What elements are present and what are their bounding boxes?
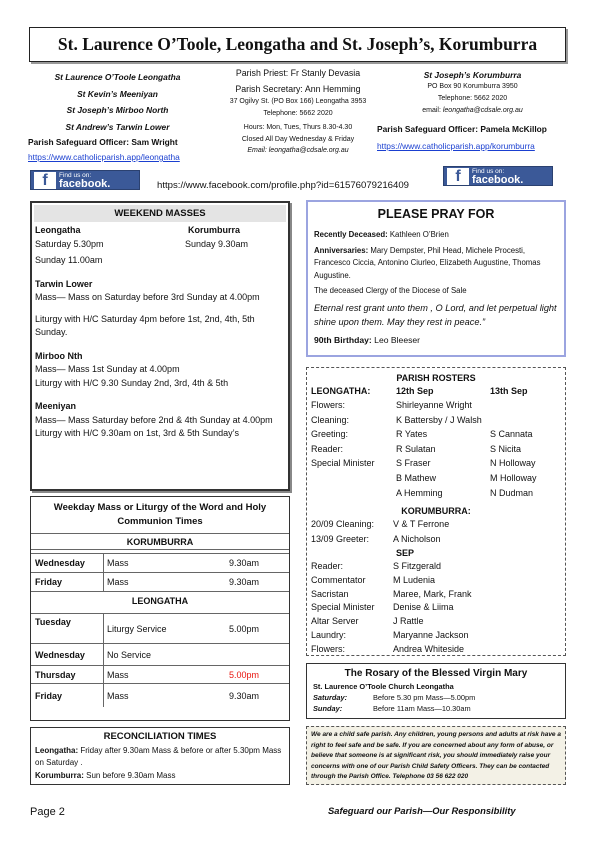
roster-name: Maree, Mark, Frank bbox=[393, 588, 472, 599]
email-label: email: bbox=[422, 107, 443, 114]
roster-name: Denise & Liima bbox=[393, 602, 454, 613]
weekday-korumburra-label: KORUMBURRA bbox=[126, 537, 194, 547]
birthday-label: 90th Birthday: bbox=[314, 334, 372, 345]
weekday-type: Mass bbox=[107, 558, 129, 568]
roster-role: Special Minister bbox=[311, 458, 375, 469]
rosary-saturday: Before 5.30 pm Mass—5.00pm bbox=[373, 693, 476, 702]
weekday-row bbox=[31, 665, 289, 683]
please-pray-heading: PLEASE PRAY FOR bbox=[377, 207, 495, 221]
weekday-day: Friday bbox=[35, 690, 63, 701]
rosary-church: St. Laurence O’Toole Church Leongatha bbox=[313, 682, 454, 691]
prayer-verse: Eternal rest grant unto them , O Lord, and let perpetual light shine upon them. May they rest in peace.” bbox=[314, 302, 557, 327]
weekday-type: No Service bbox=[107, 649, 152, 660]
leongatha-safeguard-officer: Parish Safeguard Officer: Sam Wright bbox=[28, 137, 178, 147]
reconciliation-leongatha-label: Leongatha: bbox=[35, 745, 79, 755]
sep-label: SEP bbox=[396, 548, 415, 558]
korumburra-phone: Telephone: 5662 2020 bbox=[437, 95, 508, 102]
roster-role: Special Minister bbox=[311, 602, 375, 613]
parish-list bbox=[30, 69, 205, 135]
weekend-masses-body bbox=[32, 222, 288, 443]
korumburra-contact-info bbox=[370, 69, 575, 117]
roster-role: 20/09 Cleaning: bbox=[311, 519, 375, 529]
meeniyan-liturgy: Liturgy with H/C 9.30am on 1st, 3rd & 5th Sunday’s bbox=[35, 428, 239, 438]
roster-name: M Holloway bbox=[490, 473, 537, 483]
korumburra-po: PO Box 90 Korumburra 3950 bbox=[427, 83, 518, 90]
mirboo-label: Mirboo Nth bbox=[35, 350, 83, 361]
weekday-time: 5.00pm bbox=[229, 669, 260, 680]
deceased-clergy: The deceased Clergy of the Diocese of Sale bbox=[314, 286, 467, 295]
page-title: St. Laurence O’Toole, Leongatha and St. Joseph’s, Korumburra bbox=[57, 34, 538, 54]
korumburra-email-line bbox=[370, 105, 575, 117]
tarwin-liturgy: Liturgy with H/C Saturday 4pm before 1st, 2nd, 4th, 5th Sunday. bbox=[35, 313, 255, 337]
roster-name: Andrea Whiteside bbox=[393, 643, 465, 654]
row-divider bbox=[31, 591, 289, 592]
roster-name: K Battersby / J Walsh bbox=[396, 414, 482, 425]
weekday-day: Friday bbox=[35, 577, 63, 587]
anniversaries: Mary Dempster, Phil Head, Michele Procesti, Francesco Ciccia, Antonino Ciurleo, Elizabeth Augustine, Thomas Augustine. bbox=[314, 245, 541, 280]
weekday-row bbox=[31, 683, 289, 707]
find-us-label: Find us on: bbox=[472, 168, 505, 175]
facebook-url[interactable]: https://www.facebook.com/profile.php?id=61576079216409 bbox=[157, 180, 410, 191]
parish-name: St Laurence O’Toole Leongatha bbox=[54, 72, 181, 82]
facebook-label: facebook. bbox=[59, 178, 111, 190]
facebook-button-right[interactable] bbox=[443, 166, 553, 186]
weekday-mass-box bbox=[30, 496, 290, 721]
office-closed: Closed All Day Wednesday & Friday bbox=[241, 135, 355, 143]
weekday-row bbox=[31, 613, 289, 643]
roster-name: S Cannata bbox=[490, 429, 533, 440]
reconciliation-box bbox=[30, 727, 290, 785]
child-safety-notice: We are a child safe parish. Any children, young persons and adults at risk have a right to feel safe and be safe. If you are concerned about any form of abuse, or believe that someone is at significant risk, you should immediately raise your concerns with one of our Parish Child Safety Officers. They can be contacted through the Parish Office. Telephone 03 56 622 020 bbox=[306, 726, 566, 785]
roster-name: Shirleyanne Wright bbox=[396, 400, 472, 410]
recently-deceased: Kathleen O’Brien bbox=[387, 230, 449, 239]
column-divider bbox=[103, 644, 104, 665]
parish-priest: Parish Priest: Fr Stanly Devasia bbox=[235, 68, 361, 78]
facebook-icon: f bbox=[447, 168, 469, 185]
weekday-day: Thursday bbox=[35, 669, 76, 680]
facebook-icon: f bbox=[34, 172, 56, 189]
reconciliation-korumburra-label: Korumburra: bbox=[35, 770, 84, 780]
footer-motto: Safeguard our Parish—Our Responsibility bbox=[328, 805, 516, 816]
roster-name: Maryanne Jackson bbox=[393, 630, 469, 640]
roster-role: Cleaning: bbox=[311, 414, 350, 425]
roster-name: S Fitzgerald bbox=[393, 561, 442, 571]
rosters-heading: PARISH ROSTERS bbox=[396, 373, 476, 383]
sunday-mass: Sunday 11.00am bbox=[35, 255, 103, 265]
parish-address: 37 Ogilvy St. (PO Box 166) Leongatha 3953 bbox=[229, 98, 367, 105]
roster-date-1: 12th Sep bbox=[396, 386, 434, 396]
roster-date-2: 13th Sep bbox=[490, 386, 528, 396]
weekday-row bbox=[31, 553, 289, 572]
korumburra-link[interactable]: https://www.catholicparish.app/korumburra bbox=[377, 141, 535, 151]
leongatha-roster-label: LEONGATHA: bbox=[311, 386, 371, 396]
mirboo-liturgy: Liturgy with H/C 9.30 Sunday 2nd, 3rd, 4th & 5th bbox=[35, 377, 229, 388]
roster-name: A Nicholson bbox=[393, 533, 441, 544]
parish-name: St Kevin’s Meeniyan bbox=[77, 88, 158, 99]
roster-role: Altar Server bbox=[311, 616, 359, 627]
roster-name: N Dudman bbox=[490, 487, 534, 498]
weekday-type: Mass bbox=[107, 577, 129, 587]
rosary-box bbox=[306, 663, 566, 719]
leongatha-link[interactable]: https://www.catholicparish.app/leongatha bbox=[28, 152, 180, 162]
tarwin-mass: Mass— Mass on Saturday before 3rd Sunday at 4.00pm bbox=[35, 292, 260, 302]
roster-name: J Rattle bbox=[393, 616, 424, 627]
row-divider bbox=[31, 549, 289, 550]
weekend-masses-box bbox=[30, 201, 290, 491]
column-divider bbox=[103, 614, 104, 643]
reconciliation-leongatha: Friday after 9.30am Mass & before or after 5.30pm Mass on Saturday . bbox=[35, 745, 282, 767]
weekday-row bbox=[31, 643, 289, 665]
weekday-day: Wednesday bbox=[35, 649, 85, 660]
parish-contact-info bbox=[203, 66, 393, 157]
rosary-sunday: Before 11am Mass—10.30am bbox=[373, 704, 471, 713]
reconciliation-korumburra: Sun before 9.30am Mass bbox=[83, 770, 176, 780]
roster-role: Reader: bbox=[311, 561, 344, 571]
rosary-sunday-label: Sunday: bbox=[313, 704, 343, 713]
page-number: Page 2 bbox=[30, 806, 65, 818]
rosary-heading: The Rosary of the Blessed Virgin Mary bbox=[344, 668, 528, 679]
roster-role: Flowers: bbox=[311, 400, 346, 410]
weekday-time: 5.00pm bbox=[229, 623, 260, 634]
roster-role: 13/09 Greeter: bbox=[311, 533, 370, 544]
korumburra-mass: Sunday 9.30am bbox=[185, 238, 249, 249]
roster-name: R Sulatan bbox=[396, 443, 436, 454]
weekday-day: Tuesday bbox=[35, 617, 71, 627]
column-divider bbox=[103, 684, 104, 707]
saturday-mass: Saturday 5.30pm bbox=[35, 238, 104, 249]
roster-role: Laundry: bbox=[311, 630, 347, 640]
anniversaries-label: Anniversaries: bbox=[314, 245, 369, 255]
page-title-box bbox=[29, 27, 566, 62]
recently-deceased-label: Recently Deceased: bbox=[314, 230, 388, 239]
tarwin-label: Tarwin Lower bbox=[35, 278, 93, 289]
weekday-type: Mass bbox=[107, 669, 129, 680]
weekday-type: Mass bbox=[107, 690, 129, 701]
parish-email: Email: leongatha@cdsale.org.au bbox=[247, 147, 349, 154]
weekday-time: 9.30am bbox=[229, 690, 260, 701]
roster-name: V & T Ferrone bbox=[393, 519, 450, 529]
facebook-label: facebook. bbox=[472, 174, 524, 186]
reconciliation-heading: RECONCILIATION TIMES bbox=[103, 731, 217, 742]
office-hours: Hours: Mon, Tues, Thurs 8.30-4.30 bbox=[243, 124, 353, 131]
meeniyan-label: Meeniyan bbox=[35, 401, 77, 411]
rosary-saturday-label: Saturday: bbox=[313, 693, 348, 702]
korumburra-email: leongatha@cdsale.org.au bbox=[442, 107, 523, 114]
parish-name: St Joseph’s Mirboo North bbox=[66, 105, 169, 115]
parish-phone: Telephone: 5662 2020 bbox=[263, 109, 333, 117]
roster-name: S Fraser bbox=[396, 458, 431, 469]
weekday-leongatha-label: LEONGATHA bbox=[131, 596, 189, 606]
birthday: Leo Bleeser bbox=[371, 334, 421, 345]
please-pray-box bbox=[306, 200, 566, 357]
column-divider bbox=[103, 573, 104, 591]
parish-secretary: Parish Secretary: Ann Hemming bbox=[235, 84, 361, 94]
weekday-day: Wednesday bbox=[35, 558, 85, 568]
korumburra-safeguard-officer: Parish Safeguard Officer: Pamela McKillop bbox=[377, 124, 547, 134]
mirboo-mass: Mass— Mass 1st Sunday at 4.00pm bbox=[35, 364, 180, 374]
korumburra-name: St Joseph’s Korumburra bbox=[423, 70, 522, 80]
roster-name: S Nicita bbox=[490, 443, 522, 454]
roster-role: Sacristan bbox=[311, 588, 349, 599]
weekday-heading: Weekday Mass or Liturgy of the Word and Holy Communion Times bbox=[53, 502, 267, 527]
find-us-label: Find us on: bbox=[59, 172, 92, 179]
parish-name: St Andrew’s Tarwin Lower bbox=[65, 121, 170, 132]
korumburra-label: Korumburra bbox=[188, 225, 241, 235]
meeniyan-mass: Mass— Mass Saturday before 2nd & 4th Sunday at 4.00pm bbox=[35, 414, 273, 425]
roster-name: A Hemming bbox=[396, 487, 443, 498]
weekday-time: 9.30am bbox=[229, 577, 260, 587]
leongatha-label: Leongatha bbox=[35, 225, 81, 235]
roster-role: Commentator bbox=[311, 574, 366, 585]
weekend-masses-heading: WEEKEND MASSES bbox=[34, 205, 286, 222]
roster-role: Greeting: bbox=[311, 429, 349, 440]
facebook-button-left[interactable] bbox=[30, 170, 140, 190]
column-divider bbox=[103, 666, 104, 683]
roster-name: M Ludenia bbox=[393, 574, 436, 585]
roster-role: Flowers: bbox=[311, 643, 346, 654]
roster-name: N Holloway bbox=[490, 458, 536, 469]
parish-rosters-box bbox=[306, 367, 566, 656]
roster-role: Reader: bbox=[311, 443, 344, 454]
roster-name: R Yates bbox=[396, 429, 428, 440]
weekday-type: Liturgy Service bbox=[107, 623, 167, 634]
weekday-row bbox=[31, 572, 289, 591]
weekday-time: 9.30am bbox=[229, 558, 260, 568]
roster-name: B Mathew bbox=[396, 473, 437, 483]
column-divider bbox=[103, 554, 104, 572]
korumburra-roster-label: KORUMBURRA: bbox=[401, 506, 471, 516]
